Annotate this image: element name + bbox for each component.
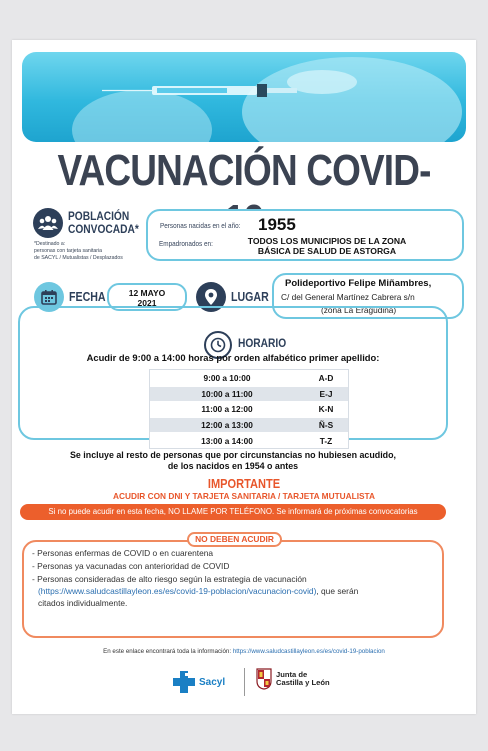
- poblacion-note-1: *Destinado a:: [34, 241, 66, 247]
- jcyl-line-1: Junta de: [276, 669, 308, 679]
- table-row: [150, 371, 348, 387]
- table-row: [150, 402, 348, 418]
- horario-note-1: Se incluye al resto de personas que por circunstancias no hubiesen acudido,: [69, 450, 396, 460]
- jcyl-logo: [256, 668, 330, 690]
- place-zone: (zona La Eragudina): [321, 305, 397, 315]
- schedule-table: [150, 370, 348, 448]
- date-line-2: 2021: [137, 298, 157, 308]
- poblacion-label-1: POBLACIÓN: [68, 209, 130, 223]
- schedule-time: 10:00 a 11:00: [150, 386, 304, 402]
- no-deben-item-1: - Personas enfermas de COVID o en cuarentena: [32, 548, 214, 558]
- schedule-time: 13:00 a 14:00: [150, 433, 304, 449]
- jcyl-shield-icon: [256, 668, 272, 690]
- schedule-letters: A-D: [304, 371, 348, 387]
- no-llame-banner: Si no puede acudir en esta fecha, NO LLAME POR TELÉFONO. Se informará de próximas convocatorias: [20, 504, 446, 520]
- place-name: Polideportivo Felipe Miñambres,: [285, 278, 432, 289]
- people-icon: [33, 208, 63, 238]
- zona-line-1: TODOS LOS MUNICIPIOS DE LA ZONA: [247, 236, 407, 246]
- horario-title: HORARIO: [238, 336, 287, 350]
- schedule-time: 9:00 a 10:00: [150, 371, 304, 387]
- no-deben-item-3-line-3: citados individualmente.: [38, 598, 128, 608]
- hero-vaccine-image: [22, 52, 466, 142]
- schedule-time: 11:00 a 12:00: [150, 402, 304, 418]
- poblacion-note-2: personas con tarjeta sanitaria: [34, 248, 103, 254]
- date-line-1: 12 MAYO: [128, 288, 166, 298]
- horario-note-2: de los nacidos en 1954 o antes: [167, 461, 299, 471]
- jcyl-line-2: Castilla y León: [276, 678, 330, 687]
- no-deben-item-3-line-2: [38, 586, 358, 597]
- poblacion-label-2: CONVOCADA*: [68, 222, 139, 236]
- dni-requirement: ACUDIR CON DNI Y TARJETA SANITARIA / TARJETA MUTUALISTA: [113, 491, 375, 501]
- table-row: [150, 433, 348, 449]
- horario-intro: Acudir de 9:00 a 14:00 horas por orden alfabético primer apellido:: [86, 352, 380, 363]
- logo-divider: [244, 668, 245, 696]
- schedule-letters: E-J: [304, 386, 348, 402]
- sacyl-logo: [173, 671, 225, 693]
- no-deben-item-3: - Personas consideradas de alto riesgo según la estrategia de vacunación: [32, 574, 307, 584]
- vacunacion-link[interactable]: (https://www.saludcastillayleon.es/es/covid-19-poblacion/vacunacion-covid): [38, 586, 317, 596]
- jcyl-label: [276, 671, 330, 688]
- fecha-label: FECHA: [69, 290, 106, 304]
- lugar-label: LUGAR: [231, 290, 269, 304]
- schedule-letters: K-N: [304, 402, 348, 418]
- importante-title: IMPORTANTE: [207, 476, 281, 491]
- birth-year: 1955: [258, 215, 296, 234]
- info-line: [0, 648, 488, 655]
- schedule-time: 12:00 a 13:00: [150, 417, 304, 433]
- table-row: [150, 417, 348, 433]
- schedule-letters: Ñ-S: [304, 417, 348, 433]
- info-link[interactable]: https://www.saludcastillayleon.es/es/covid-19-poblacion: [232, 648, 385, 655]
- poblacion-note-3: de SACYL / Mutualistas / Desplazados: [34, 255, 123, 261]
- page-title: VACUNACIÓN COVID-: [57, 146, 431, 195]
- sacyl-cross-icon: [173, 671, 195, 693]
- no-deben-title: NO DEBEN ACUDIR: [187, 532, 282, 547]
- schedule-letters: T-Z: [304, 433, 348, 449]
- sacyl-label: Sacyl: [199, 676, 226, 688]
- born-label: Personas nacidas en el año:: [160, 221, 241, 230]
- table-row: [150, 386, 348, 402]
- info-text: En este enlace encontrará toda la información:: [103, 648, 233, 655]
- no-deben-item-3-after: , que serán: [316, 586, 359, 596]
- place-address: C/ del General Martínez Cabrera s/n: [281, 292, 415, 302]
- no-deben-item-2: - Personas ya vacunadas con anterioridad de COVID: [32, 561, 230, 571]
- zona-line-2: BÁSICA DE SALUD DE ASTORGA: [257, 246, 397, 256]
- registered-label: Empadronados en:: [159, 239, 213, 248]
